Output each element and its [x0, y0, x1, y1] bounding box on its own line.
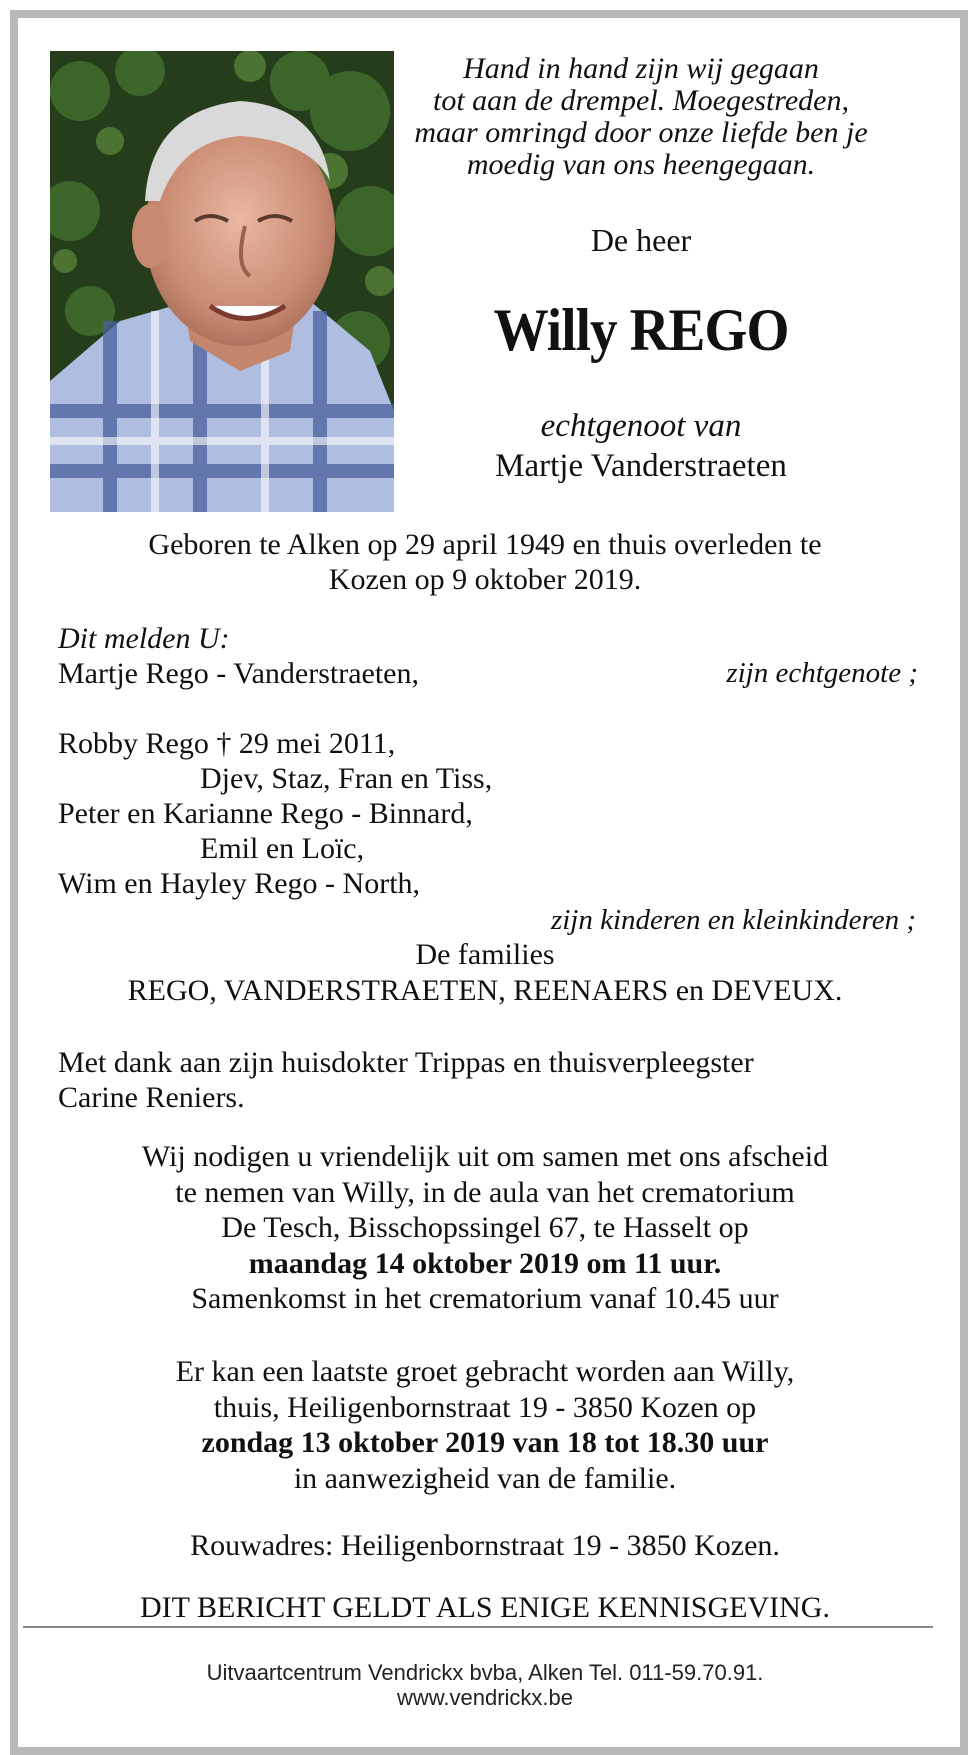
portrait-illustration — [50, 51, 394, 512]
title-prefix: De heer — [590, 222, 692, 258]
child-line: Djev, Staz, Fran en Tiss, — [200, 762, 493, 795]
announce-label: Dit melden U: — [58, 622, 230, 655]
families: REGO, VANDERSTRAETEN, REENAERS en DEVEUX. — [127, 974, 843, 1007]
poem-line: maar omringd door onze liefde ben je — [414, 116, 868, 149]
wife-line: Martje Rego - Vanderstraeten, — [58, 657, 419, 690]
ceremony-date: maandag 14 oktober 2019 om 11 uur. — [248, 1246, 722, 1280]
ceremony-line: De Tesch, Bisschopssingel 67, te Hasselt op — [221, 1211, 749, 1244]
visit-date: zondag 13 oktober 2019 van 18 tot 18.30 uur — [201, 1426, 769, 1459]
thanks-line: Met dank aan zijn huisdokter Trippas en thuisverpleegster — [58, 1046, 754, 1079]
footer — [40, 1660, 930, 1710]
birth-death-line: Kozen op 9 oktober 2019. — [328, 563, 642, 596]
child-line: Robby Rego † 29 mei 2011, — [58, 727, 396, 760]
poem-line: Hand in hand zijn wij gegaan — [463, 52, 819, 85]
child-line: Wim en Hayley Rego - North, — [58, 867, 421, 900]
deceased-name: Willy REGO — [493, 297, 789, 363]
visit-line: Er kan een laatste groet gebracht worden aan Willy, — [175, 1355, 795, 1388]
visit — [40, 1354, 930, 1496]
notice: DIT BERICHT GELDT ALS ENIGE KENNISGEVING. — [140, 1591, 830, 1624]
visit-note: in aanwezigheid van de familie. — [293, 1461, 677, 1495]
child-line: Emil en Loïc, — [200, 832, 365, 865]
ceremony-line: Wij nodigen u vriendelijk uit om samen met ons afscheid — [141, 1140, 829, 1173]
ceremony — [40, 1139, 930, 1317]
mourning-address: Rouwadres: Heiligenbornstraat 19 - 3850 Kozen. — [190, 1529, 780, 1562]
wife-role: zijn echtgenote ; — [726, 657, 918, 689]
thanks-line: Carine Reniers. — [58, 1081, 245, 1114]
footer-company: Uitvaartcentrum Vendrickx bvba, Alken Tel. 011-59.70.91. — [206, 1660, 764, 1685]
spouse-label: echtgenoot van — [540, 408, 742, 444]
poem-line: tot aan de drempel. Moegestreden, — [432, 84, 849, 117]
ceremony-gathering: Samenkomst in het crematorium vanaf 10.45 uur — [191, 1282, 779, 1315]
ceremony-line: te nemen van Willy, in de aula van het crematorium — [175, 1175, 795, 1209]
portrait-photo — [50, 51, 394, 512]
footer-website: www.vendrickx.be — [396, 1685, 574, 1710]
birth-death — [40, 527, 930, 597]
poem-line: moedig van ons heengegaan. — [466, 148, 816, 181]
families-label: De families — [415, 938, 555, 971]
visit-line: thuis, Heiligenbornstraat 19 - 3850 Kozen op — [213, 1390, 757, 1424]
spouse-name: Martje Vanderstraeten — [495, 448, 787, 484]
poem — [409, 53, 873, 181]
children-role: zijn kinderen en kleinkinderen ; — [550, 904, 916, 936]
footer-divider — [23, 1626, 933, 1628]
child-line: Peter en Karianne Rego - Binnard, — [58, 797, 473, 830]
thanks — [58, 1045, 754, 1115]
birth-death-line: Geboren te Alken op 29 april 1949 en thuis overleden te — [148, 528, 822, 561]
